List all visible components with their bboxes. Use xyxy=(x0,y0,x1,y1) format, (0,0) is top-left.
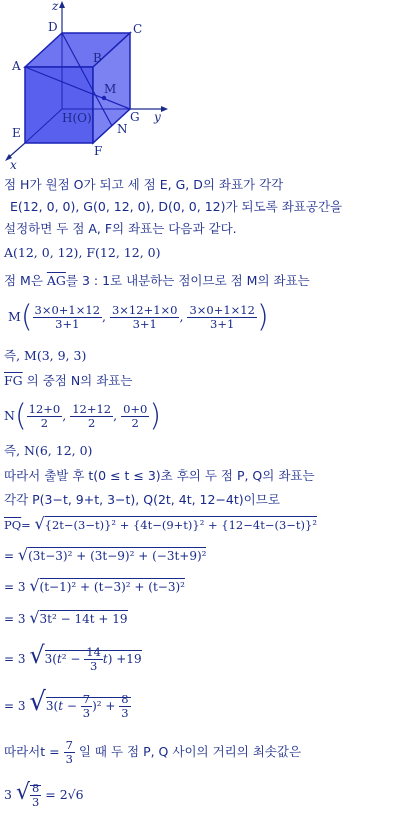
para-PQ-coords: 각각 P(3−t, 9+t, 3−t), Q(2t, 4t, 12−4t)이므로 xyxy=(4,492,280,507)
para-N: $\overline{FG}$ 의 중점 N의 좌표는 xyxy=(4,373,133,388)
formula-step1: = √(3t−3)² + (3t−9)² + (−3t+9)² xyxy=(4,545,207,564)
label-E: E xyxy=(12,126,21,140)
cube-front-face xyxy=(25,67,93,143)
para-setup-2: E(12, 0, 0), G(0, 12, 0), D(0, 0, 12)가 되도록 좌표공간을 xyxy=(10,199,343,214)
label-F: F xyxy=(94,144,103,158)
segment-AG-text: $\overline{AG}$ xyxy=(46,273,66,288)
label-C: C xyxy=(133,22,143,36)
formula-step5: = 3 √3(t − $\frac{7}{3}$ )² + $\frac{8}{3}$ xyxy=(4,687,129,720)
formula-M: M( $\frac{3\times 0+1\times 12}{3+1}$ , $\frac{3\times 12+1\times 0}{3+1}$ , $\frac{3\times 0+1\times 12}{3+1}$ ) xyxy=(8,299,269,335)
label-G: G xyxy=(130,110,140,124)
point-M xyxy=(102,96,106,100)
label-D: D xyxy=(48,20,58,34)
label-x: x xyxy=(10,158,17,172)
para-M: 점 M은 $\overline{AG}$를 3 : 1로 내분하는 점이므로 점 M의 좌표는 xyxy=(4,273,310,288)
final-answer: 3 √ $\frac{8}{3}$ = 2√6 xyxy=(4,780,84,809)
segment-FG-text: $\overline{FG}$ xyxy=(4,373,23,388)
para-min: 따라서t = $\frac{7}{3}$ 일 때 두 점 P, Q 사이의 거리의 최솟값은 xyxy=(4,738,302,766)
x-axis xyxy=(8,143,25,158)
result-N: 즉, N(6, 12, 0) xyxy=(4,443,93,458)
formula-step3: = 3 √3t² − 14t + 19 xyxy=(4,608,128,627)
label-z: z xyxy=(52,0,59,13)
label-M: M xyxy=(104,82,117,96)
para-PQ-intro: 따라서 출발 후 t(0 ≤ t ≤ 3)초 후의 두 점 P, Q의 좌표는 xyxy=(4,468,315,483)
para-setup-3: 설정하면 두 점 A, F의 좌표는 다음과 같다. xyxy=(4,221,237,236)
label-A: A xyxy=(12,59,21,73)
formula-step2: = 3 √(t−1)² + (t−3)² + (t−3)² xyxy=(4,576,185,595)
label-y: y xyxy=(154,110,161,124)
para-setup-1: 점 H가 원점 O가 되고 세 점 E, G, D의 좌표가 각각 xyxy=(4,177,284,192)
cube-figure xyxy=(0,0,180,172)
label-H: H(O) xyxy=(62,111,92,125)
label-B: B xyxy=(93,51,102,65)
formula-N: N( $\frac{12+0}{2}$ , $\frac{12+12}{2}$ , $\frac{0+0}{2}$ ) xyxy=(4,398,162,434)
result-M: 즉, M(3, 9, 3) xyxy=(4,348,87,363)
formula-step4: = 3 √3(t² − $\frac{14}{3}$ t) +19 xyxy=(4,641,142,673)
coords-A-F: A(12, 0, 12), F(12, 12, 0) xyxy=(4,245,161,260)
label-N: N xyxy=(117,122,128,136)
formula-PQ: $\overline{PQ}= √\{2t-(3-t)\}^2 + \{4t-(9+t)\}^2 + \{12-4t-(3-t)\}^2$ xyxy=(4,514,317,533)
